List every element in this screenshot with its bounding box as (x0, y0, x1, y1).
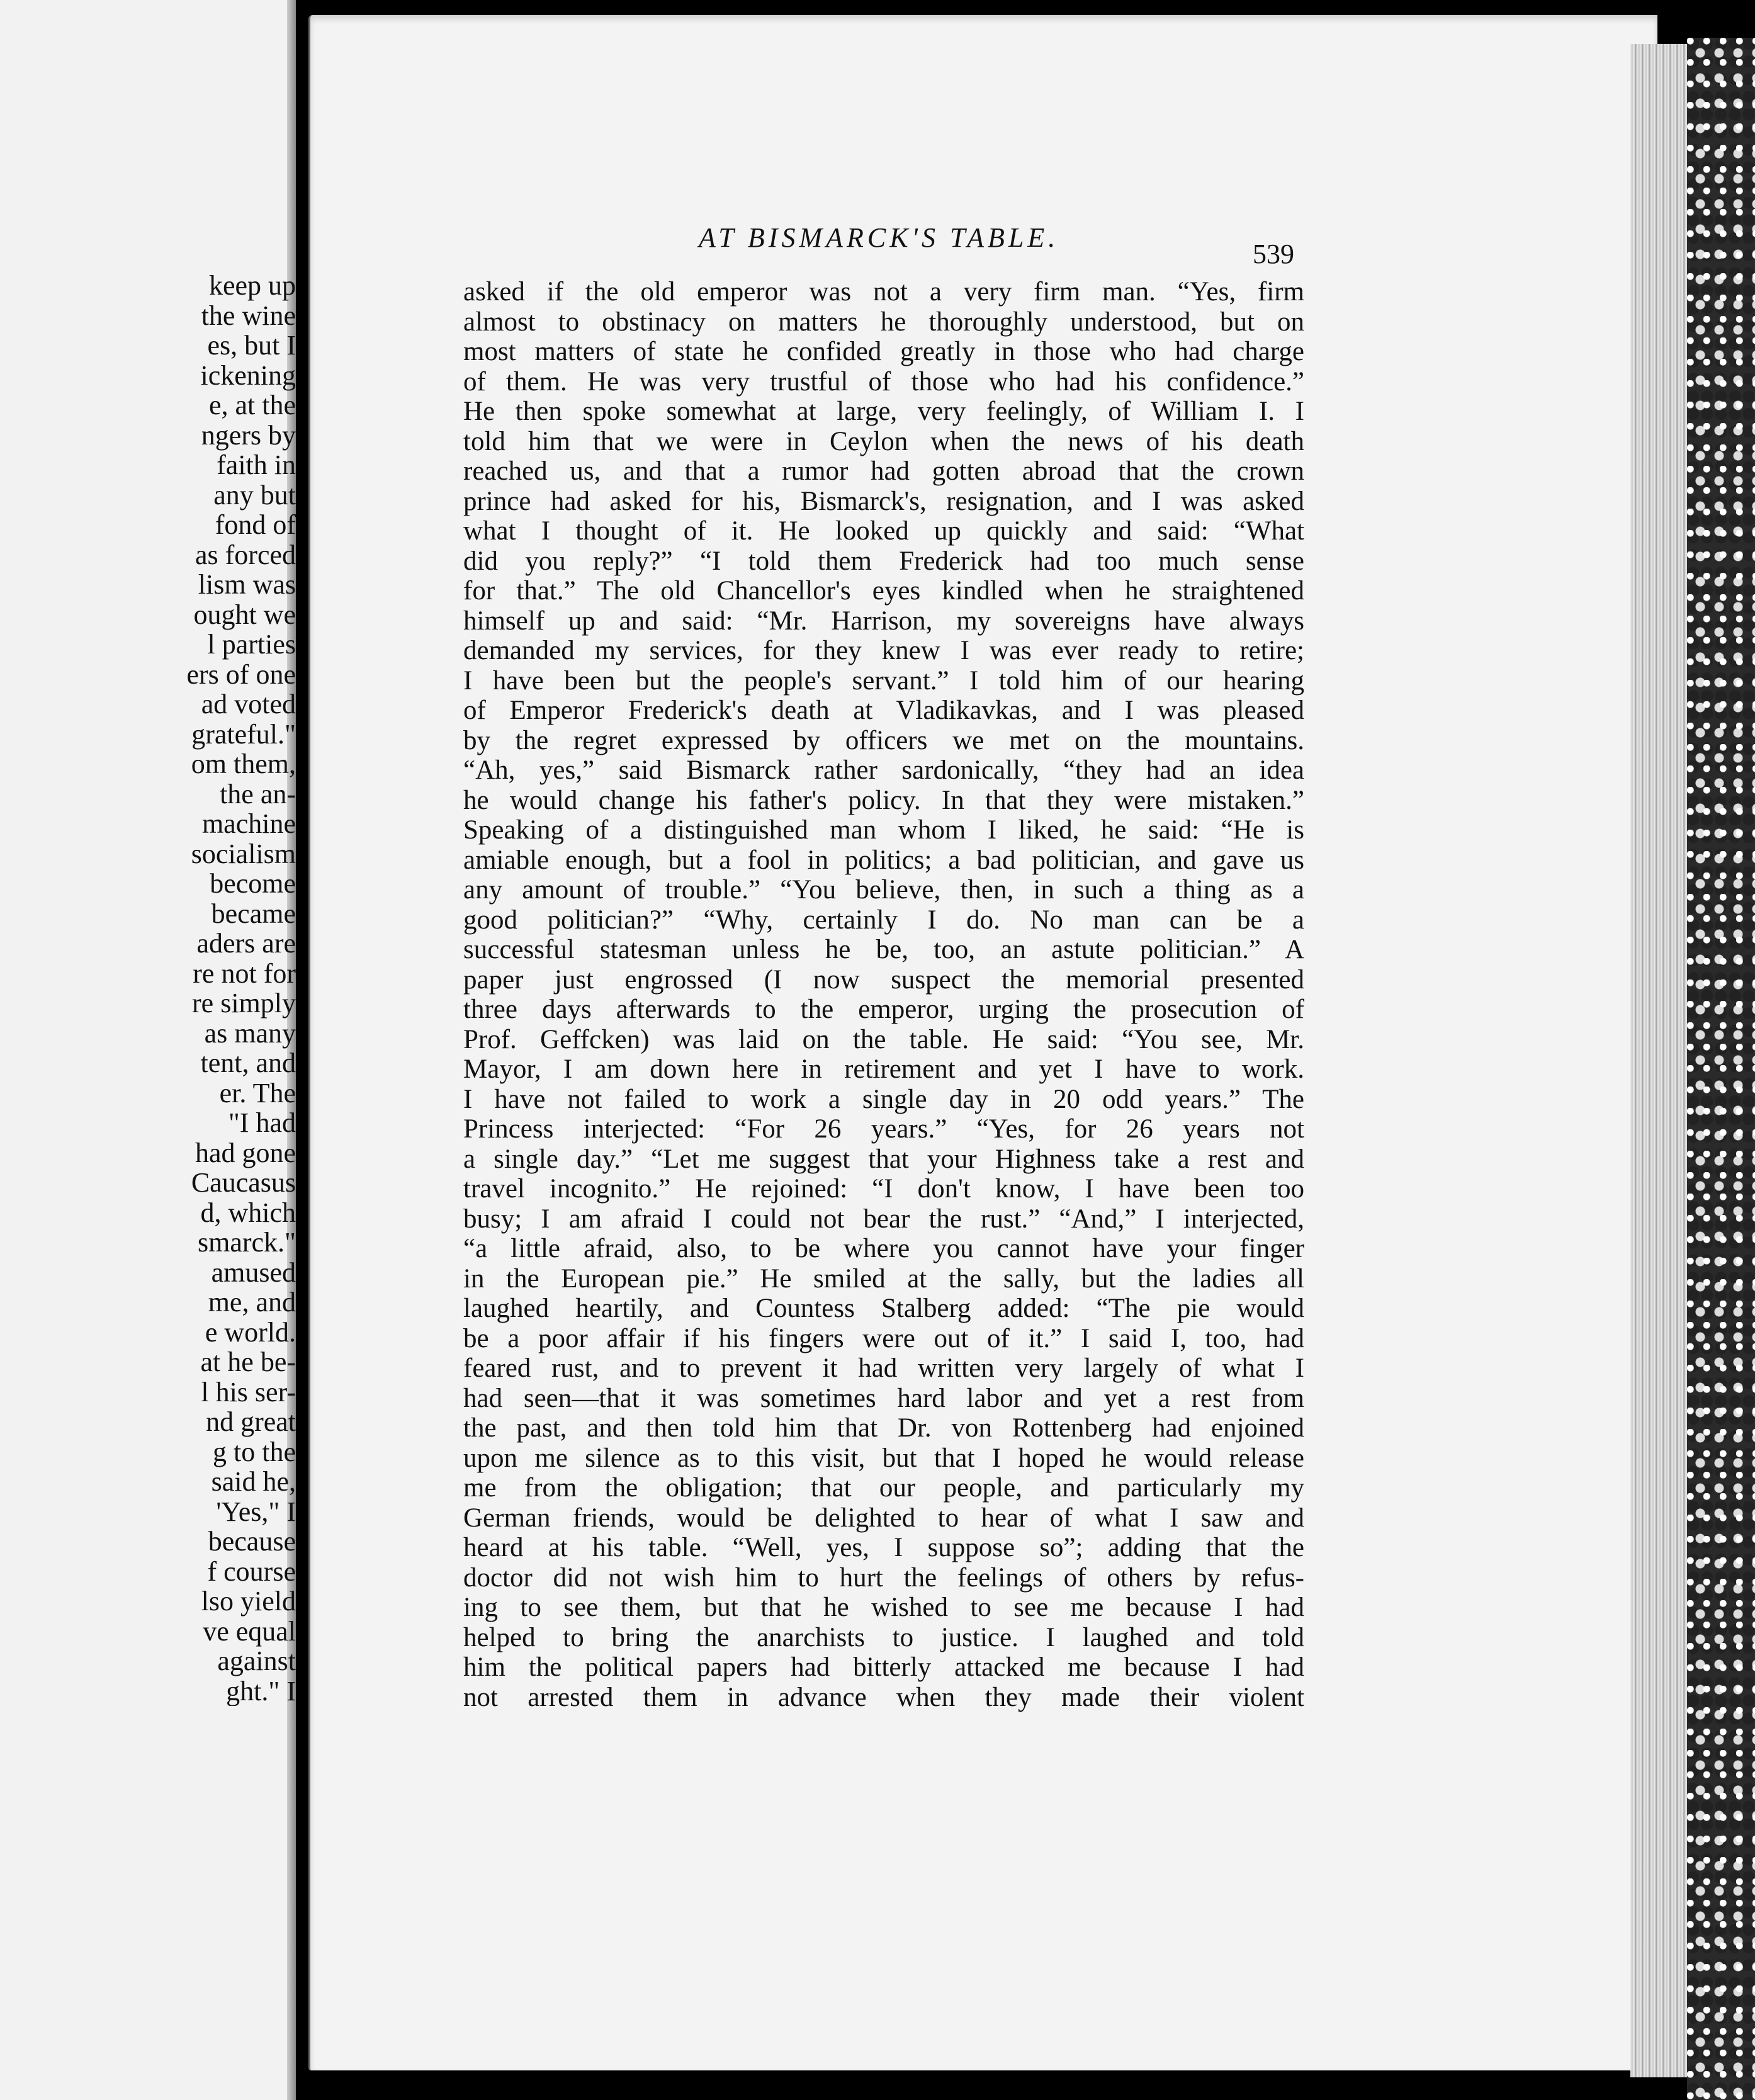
previous-page-line: became (211, 898, 296, 929)
previous-page-line: Caucasus (191, 1167, 296, 1198)
previous-page-line: f course (207, 1555, 296, 1587)
previous-page-line: faith in (217, 449, 296, 480)
previous-page-line: ers of one (186, 658, 296, 690)
previous-page-line: re simply (192, 988, 296, 1019)
previous-page-line: fond of (215, 509, 296, 540)
previous-page-line: machine (201, 808, 296, 839)
text-line: for that.” The old Chancellor's eyes kindled when he straightened (463, 576, 1304, 606)
text-line: any amount of trouble.” “You believe, then, in such a thing as a (463, 875, 1304, 905)
previous-page-line: ve equal (203, 1615, 296, 1647)
text-line: demanded my services, for they knew I was ever ready to retire; (463, 636, 1304, 665)
text-line: by the regret expressed by officers we met on the mountains. (463, 725, 1304, 755)
previous-page-line: had gone (195, 1137, 296, 1168)
previous-page-line: l parties (207, 629, 296, 660)
text-line: Prof. Geffcken) was laid on the table. He said: “You see, Mr. (463, 1024, 1304, 1054)
previous-page (0, 0, 296, 2100)
previous-page-line: nd great (206, 1406, 296, 1437)
previous-page-line: the an- (220, 778, 296, 810)
previous-page-line: aders are (196, 928, 296, 959)
previous-page-line: ad voted (201, 689, 296, 720)
text-line: good politician?” “Why, certainly I do. No man can be a (463, 905, 1304, 935)
text-line: told him that we were in Ceylon when the news of his death (463, 426, 1304, 456)
previous-page-text (176, 271, 296, 1706)
previous-page-line: 'Yes," I (216, 1496, 296, 1527)
previous-page-line: e world. (205, 1316, 296, 1348)
text-line: laughed heartily, and Countess Stalberg added: “The pie would (463, 1294, 1304, 1323)
previous-page-line: tent, and (200, 1047, 296, 1078)
text-line: three days afterwards to the emperor, urging the prosecution of (463, 995, 1304, 1024)
previous-page-line: against (217, 1646, 296, 1676)
text-line: Mayor, I am down here in retirement and yet I have to work. (463, 1054, 1304, 1084)
marbled-edge (1687, 38, 1755, 2100)
previous-page-line: "I had (228, 1107, 296, 1138)
text-line: me from the obligation; that our people, and particularly my (463, 1473, 1304, 1503)
previous-page-line: es, but I (207, 330, 296, 361)
previous-page-line: smarck." (197, 1227, 296, 1258)
text-line: of Emperor Frederick's death at Vladikavkas, and I was pleased (463, 696, 1304, 725)
previous-page-line: er. The (219, 1077, 296, 1109)
text-line: Princess interjected: “For 26 years.” “Yes, for 26 years not (463, 1114, 1304, 1144)
previous-page-line: said he, (211, 1466, 296, 1497)
text-line: successful statesman unless he be, too, an astute politician.” A (463, 935, 1304, 964)
text-line: had seen—that it was sometimes hard labor and yet a rest from (463, 1383, 1304, 1413)
previous-page-line: lso yield (201, 1586, 296, 1617)
previous-page-line: as many (204, 1017, 296, 1049)
text-line: He then spoke somewhat at large, very feelingly, of William I. I (463, 397, 1304, 426)
previous-page-line: ngers by (201, 419, 296, 451)
text-line: heard at his table. “Well, yes, I suppose so”; adding that the (463, 1533, 1304, 1562)
text-line: prince had asked for his, Bismarck's, resignation, and I was asked (463, 486, 1304, 516)
text-line: he would change his father's policy. In that they were mistaken.” (463, 785, 1304, 815)
previous-page-line: at he be- (200, 1346, 296, 1377)
text-line: German friends, would be delighted to hear of what I saw and (463, 1503, 1304, 1533)
previous-page-line: ought we (193, 599, 296, 630)
body-text (463, 277, 1304, 1712)
previous-page-line: because (208, 1526, 296, 1557)
previous-page-line: keep up (208, 271, 296, 301)
previous-page-line: become (210, 868, 296, 899)
text-line: “a little afraid, also, to be where you cannot have your finger (463, 1234, 1304, 1263)
text-line: him the political papers had bitterly attacked me because I had (463, 1652, 1304, 1682)
text-line: feared rust, and to prevent it had written very largely of what I (463, 1353, 1304, 1383)
page-number: 539 (1253, 239, 1294, 269)
text-line: himself up and said: “Mr. Harrison, my sovereigns have always (463, 606, 1304, 636)
text-line: reached us, and that a rumor had gotten abroad that the crown (463, 456, 1304, 486)
text-line: be a poor affair if his fingers were out of it.” I said I, too, had (463, 1323, 1304, 1353)
previous-page-line: re not for (193, 957, 296, 989)
page-edges (1630, 44, 1687, 2077)
running-head: AT BISMARCK'S TABLE. (699, 222, 1059, 253)
text-line: I have been but the people's servant.” I told him of our hearing (463, 665, 1304, 696)
text-line: helped to bring the anarchists to justice. I laughed and told (463, 1622, 1304, 1652)
previous-page-line: d, which (200, 1197, 296, 1228)
text-line: travel incognito.” He rejoined: “I don't know, I have been too (463, 1174, 1304, 1204)
text-line: amiable enough, but a fool in politics; a bad politician, and gave us (463, 845, 1304, 875)
previous-page-line: socialism (191, 838, 296, 869)
previous-page-line: om them, (191, 748, 296, 779)
text-line: the past, and then told him that Dr. von Rottenberg had enjoined (463, 1413, 1304, 1443)
text-line: of them. He was very trustful of those who had his confidence.” (463, 366, 1304, 397)
previous-page-line: g to the (213, 1436, 296, 1467)
text-line: what I thought of it. He looked up quickly and said: “What (463, 516, 1304, 546)
text-line: almost to obstinacy on matters he thoroughly understood, but on (463, 307, 1304, 337)
previous-page-line: any but (213, 479, 296, 511)
previous-page-line: l his ser- (201, 1376, 296, 1408)
text-line: paper just engrossed (I now suspect the memorial presented (463, 964, 1304, 995)
previous-page-line: lism was (198, 569, 296, 600)
text-line: in the European pie.” He smiled at the sally, but the ladies all (463, 1263, 1304, 1294)
previous-page-line: e, at the (208, 390, 296, 421)
previous-page-line: me, and (208, 1287, 296, 1318)
text-line: doctor did not wish him to hurt the feelings of others by refus- (463, 1562, 1304, 1593)
text-line: I have not failed to work a single day in 20 odd years.” The (463, 1084, 1304, 1114)
previous-page-line: ickening (200, 359, 296, 391)
previous-page-line: ght." I (226, 1675, 296, 1706)
text-line: not arrested them in advance when they made their violent (463, 1682, 1304, 1712)
text-line: most matters of state he confided greatly in those who had charge (463, 337, 1304, 366)
text-line: a single day.” “Let me suggest that your Highness take a rest and (463, 1144, 1304, 1174)
previous-page-line: the wine (201, 300, 296, 331)
text-line: Speaking of a distinguished man whom I liked, he said: “He is (463, 815, 1304, 845)
text-line: upon me silence as to this visit, but that I hoped he would release (463, 1443, 1304, 1473)
text-line: ing to see them, but that he wished to see me because I had (463, 1593, 1304, 1622)
previous-page-line: as forced (195, 539, 296, 570)
previous-page-line: amused (211, 1256, 296, 1288)
text-line: did you reply?” “I told them Frederick had too much sense (463, 546, 1304, 576)
text-line: “Ah, yes,” said Bismarck rather sardonically, “they had an idea (463, 755, 1304, 785)
previous-page-line: grateful." (191, 718, 296, 750)
text-line: busy; I am afraid I could not bear the rust.” “And,” I interjected, (463, 1204, 1304, 1234)
text-line: asked if the old emperor was not a very firm man. “Yes, firm (463, 277, 1304, 307)
